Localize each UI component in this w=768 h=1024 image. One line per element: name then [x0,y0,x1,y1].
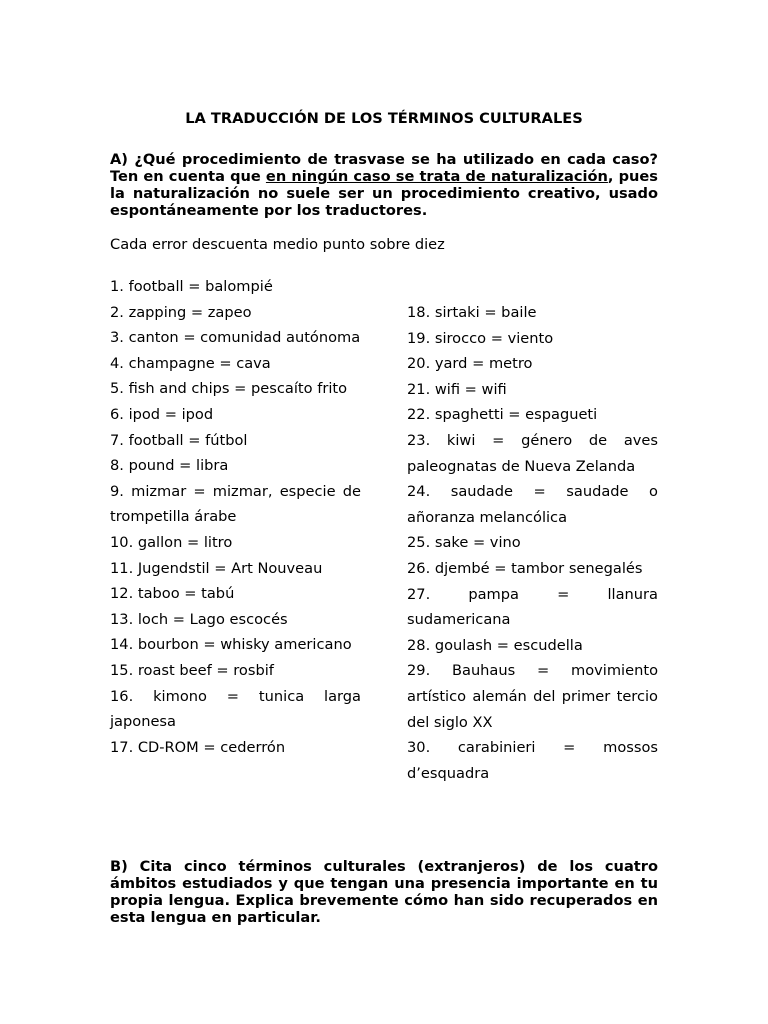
list-item: 10. gallon = litro [110,533,233,551]
question-a-underlined-text: en ningún caso se trata de naturalización [265,168,608,185]
list-item: 3. canton = comunidad autónoma [110,329,361,347]
question-b: B) Cita cinco términos culturales (extranjeros) de los cuatro ámbitos estudiados y que tengan una presencia importante en tu propia lengua. Explica brevemente cómo han sido recuperados en esta lengua en particular. [110,858,658,926]
list-item: 14. bourbon = whisky americano [110,636,352,654]
list-item: 12. taboo = tabú [110,585,235,603]
list-item: 30. carabinieri = mossos d’esquadra [407,739,658,782]
list-item: 11. Jugendstil = Art Nouveau [110,559,323,577]
list-item: 28. goulash = escudella [407,636,583,654]
list-item: 2. zapping = zapeo [110,303,252,321]
question-a-text-start: A) ¿Qué procedimiento de trasvase se ha utilizado en cada caso? Ten en cuenta que [110,151,658,185]
list-item: 29. Bauhaus = movimiento artístico alemán del primer tercio del siglo XX [407,662,658,731]
document-title: LA TRADUCCIÓN DE LOS TÉRMINOS CULTURALES [185,110,583,127]
list-item: 22. spaghetti = espagueti [407,406,598,424]
list-item: 8. pound = libra [110,457,229,475]
grading-note: Cada error descuenta medio punto sobre diez [110,236,445,253]
list-item: 17. CD-ROM = cederrón [110,738,286,756]
list-item: 19. sirocco = viento [407,329,554,347]
list-item: 27. pampa = llanura sudamericana [407,585,658,629]
question-a [110,151,658,219]
list-item: 13. loch = Lago escocés [110,610,288,628]
list-item: 26. djembé = tambor senegalés [407,559,643,577]
list-item: 20. yard = metro [407,355,533,373]
list-item: 23. kiwi = género de aves paleognatas de Nueva Zelanda [407,431,658,475]
list-item: 6. ipod = ipod [110,405,214,423]
list-item: 16. kimono = tunica larga japonesa [110,687,361,731]
list-item: 1. football = balompié [110,278,273,295]
list-item: 18. sirtaki = baile [407,304,537,321]
question-a-text-end: , pues la naturalización no suele ser un procedimiento creativo, usado espontáneamente por los traductores. [110,168,658,219]
terms-list-left [110,274,361,760]
list-item: 25. sake = vino [407,534,521,552]
list-item: 9. mizmar = mizmar, especie de trompetilla árabe [110,482,361,526]
list-item: 24. saudade = saudade o añoranza melancólica [407,483,658,526]
list-item: 5. fish and chips = pescaíto frito [110,380,348,398]
terms-list-right [407,300,658,786]
list-item: 4. champagne = cava [110,354,271,372]
list-item: 7. football = fútbol [110,431,248,449]
list-item: 15. roast beef = rosbif [110,661,274,679]
list-item: 21. wifi = wifi [407,380,507,398]
